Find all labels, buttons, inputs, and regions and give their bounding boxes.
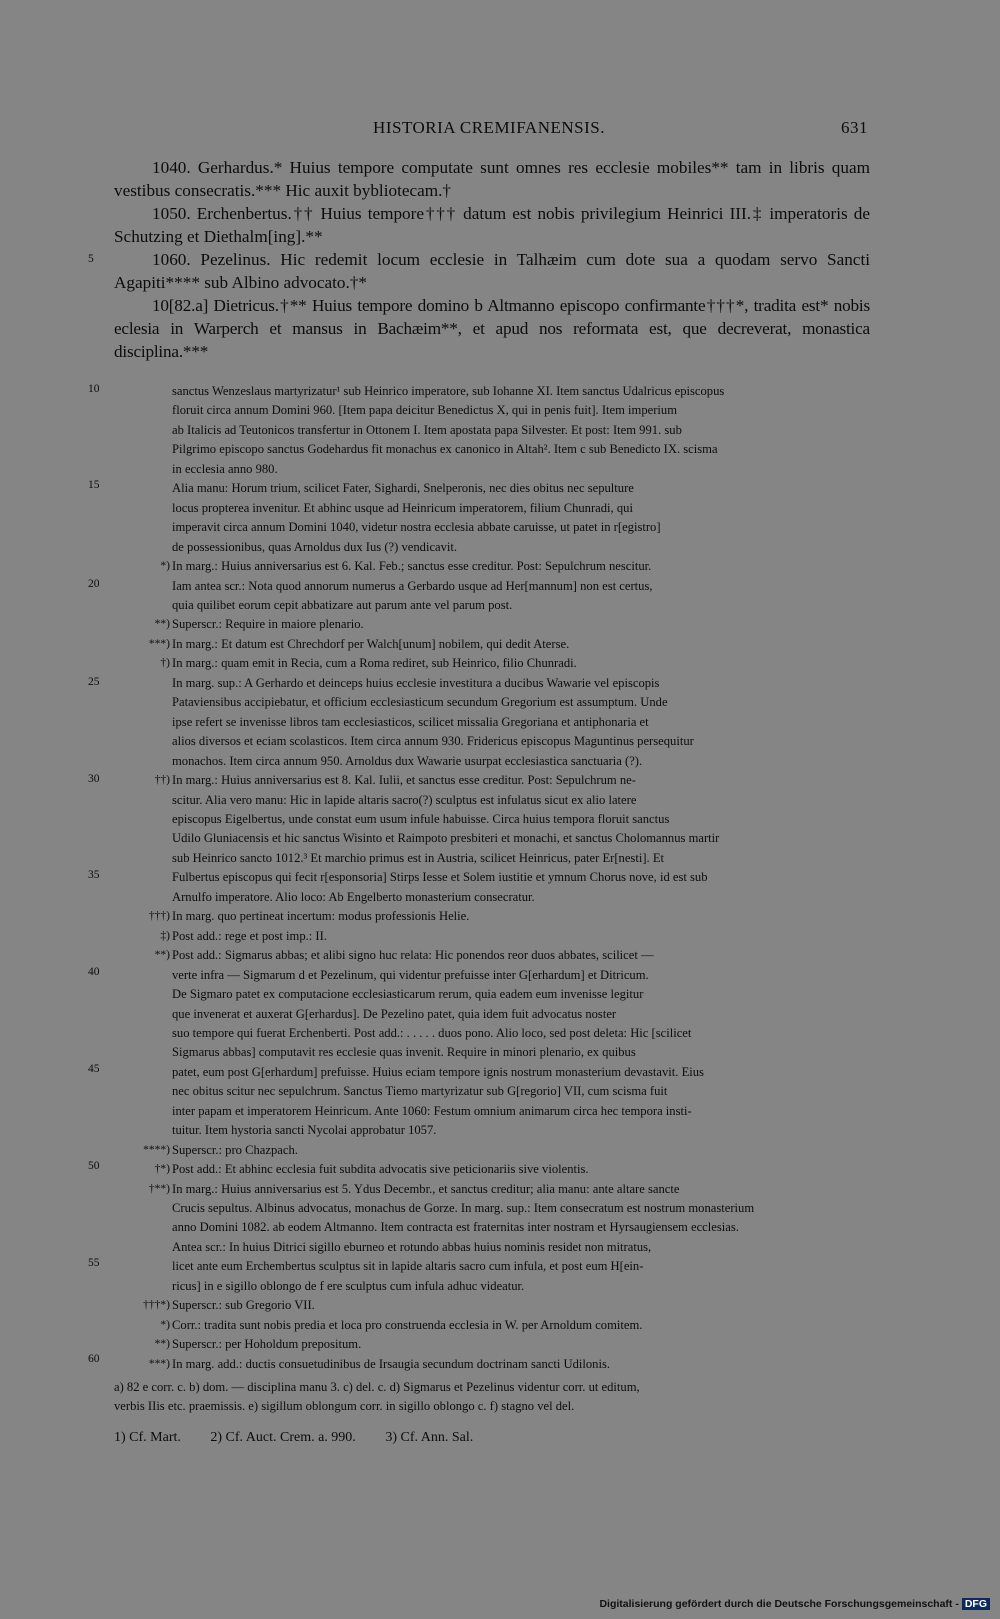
footnote-line: Pataviensibus accipiebatur, et officium ecclesiasticum secundum Gregorium est assumptum. Unde <box>172 695 668 710</box>
footnote-line: que invenerat et auxerat G[erhardus]. De Pezelino patet, quia idem fuit advocatus noster <box>172 1006 617 1021</box>
line-number: 5 <box>88 253 94 265</box>
footnote-line: In marg.: quam emit in Recia, cum a Roma rediret, sub Heinrico, filio Chunradi. <box>172 656 577 671</box>
footnote-line: scitur. Alia vero manu: Hic in lapide altaris sacro(?) sculptus est infulatus sicut ex alio latere <box>172 792 637 807</box>
footnote-line: Superscr.: sub Gregorio VII. <box>172 1298 315 1313</box>
footnote-line: Udilo Gluniacensis et hic sanctus Wisinto et Raimpoto presbiteri et monachi, et sanctus Cholomannus martir <box>172 831 720 846</box>
footnote-line: In marg. add.: ductis consuetudinibus de Irsaugia secundum doctrinam sancti Udilonis. <box>172 1356 611 1371</box>
footnote-line: Sigmarus abbas] computavit res ecclesie quas invenit. Require in minori plenario, ex quibus <box>172 1045 636 1060</box>
footnote-line: licet ante eum Erchembertus sculptus sit in lapide altaris sacro cum infula, et post eum H[ein- <box>172 1259 644 1274</box>
entry-1040: 1040. Gerhardus.* Huius tempore computate sunt omnes res ecclesie mobiles** tam in libris quam vestibus consecratis.*** Hic auxit bybliotecam.† <box>114 158 870 200</box>
line-number: 40 <box>88 966 100 978</box>
footnote <box>140 1160 870 1179</box>
footnote-line: In marg.: Huius anniversarius est 6. Kal. Feb.; sanctus esse creditur. Post: Sepulchrum nescitur. <box>172 559 652 574</box>
footnote-line: Iam antea scr.: Nota quod annorum numerus a Gerbardo usque ad Her[mannum] non est certus, <box>172 578 653 593</box>
line-number: 50 <box>88 1160 100 1172</box>
footnote-line: Pilgrimo episcopo sanctus Godehardus fit monachus ex canonico in Altah². Item c sub Benedicto IX. scisma <box>172 442 718 457</box>
footnote-line: nec obitus scitur nec sepulchrum. Sanctus Tiemo martyrizatur sub G[regorio] VII, cum scisma fuit <box>172 1084 668 1099</box>
footnote-marker: †††) <box>148 910 170 923</box>
reference-3: 3) Cf. Ann. Sal. <box>385 1430 474 1445</box>
footnote-marker: †††*) <box>143 1299 170 1312</box>
footnote-line: quia quilibet eorum cepit abbatizare aut parum ante vel parum post. <box>172 597 513 612</box>
footnote-line: Post add.: rege et post imp.: II. <box>172 928 327 943</box>
apparatus-line: a) 82 e corr. c. b) dom. — disciplina manu 3. c) del. c. d) Sigmarus et Pezelinus videntur corr. ut editum, <box>114 1380 640 1394</box>
main-text <box>114 156 870 363</box>
footnote <box>140 1141 870 1160</box>
footnote-line: Crucis sepultus. Albinus advocatus, monachus de Gorze. In marg. sup.: Item consecratum est nostrum monasterium <box>172 1201 755 1216</box>
footnote-line: sanctus Wenzeslaus martyrizatur¹ sub Heinrico imperatore, sub Iohanne XI. Item sanctus Udalricus episcopus <box>172 384 725 398</box>
funding-text: Digitalisierung gefördert durch die Deutsche Forschungsgemeinschaft - <box>599 1598 959 1610</box>
line-number: 20 <box>88 578 100 590</box>
line-number: 15 <box>88 479 100 491</box>
footnote-line: verte infra — Sigmarum d et Pezelinum, qui videntur prefuisse inter G[erhardum] et Ditricum. <box>172 967 649 982</box>
line-number: 35 <box>88 869 100 881</box>
footnote-line: Antea scr.: In huius Ditrici sigillo eburneo et rotundo abbas huius nominis residet non mitratus, <box>172 1239 652 1254</box>
footnote <box>140 927 870 946</box>
footnote-line: Superscr.: per Hoholdum prepositum. <box>172 1337 362 1352</box>
footnote-line: De Sigmaro patet ex computacione ecclesiasticarum rerum, quia eadem eum invenisse legitur <box>172 987 644 1002</box>
footnote-line: In marg. quo pertineat incertum: modus professionis Helie. <box>172 909 470 924</box>
footnote <box>140 674 870 771</box>
footnote-line: sub Heinrico sancto 1012.³ Et marchio primus est in Austria, scilicet Heinricus, pater Er[nesti]. Et <box>172 850 665 865</box>
entry-1050: 1050. Erchenbertus.†† Huius tempore††† datum est nobis privilegium Heinrici III.‡ imperatoris de Schutzing et Diethalm[ing].** <box>114 204 870 246</box>
footnote <box>140 1335 870 1354</box>
footnote-line: Corr.: tradita sunt nobis predia et loca pro construenda ecclesia in W. per Arnoldum comitem. <box>172 1317 643 1332</box>
footnote <box>140 771 870 907</box>
footnote <box>140 907 870 926</box>
footnote-line: patet, eum post G[erhardum] prefuisse. Huius eciam tempore ignis nostrum monasterium devastavit. Eius <box>172 1064 704 1079</box>
entry-1060: 1060. Pezelinus. Hic redemit locum ecclesie in Talhæim cum dote sua a quodam servo Sancti Agapiti**** sub Albino advocato.†* <box>114 250 870 292</box>
footnote-marker: **) <box>154 1338 170 1351</box>
footnote-line: suo tempore qui fuerat Erchenberti. Post add.: . . . . . duos pono. Alio loco, sed post deleta: Hic [scilicet <box>172 1025 692 1040</box>
page-number: 631 <box>841 118 868 137</box>
footnote-line: Post add.: Sigmarus abbas; et alibi signo huc relata: Hic ponendos reor duos abbates, scilicet — <box>172 948 654 963</box>
footnote-marker: *) <box>160 560 170 573</box>
footnote-line: inter papam et imperatorem Heinricum. Ante 1060: Festum omnium animarum circa hec tempora insti- <box>172 1103 692 1118</box>
footnotes-block <box>140 382 870 1374</box>
footnote <box>140 615 870 634</box>
footnote-line: ipse refert se invenisse libros tam ecclesiasticos, scilicet missalia Gregoriana et antiphonaria et <box>172 714 649 729</box>
footnote-line: In marg.: Huius anniversarius est 5. Ydus Decembr., et sanctus creditur; alia manu: ante altare sancte <box>172 1181 680 1196</box>
reference-1: 1) Cf. Mart. <box>114 1430 181 1445</box>
footnote <box>140 635 870 654</box>
footnote <box>140 479 870 557</box>
footnote-line: episcopus Eigelbertus, unde constat eum usum infule habuisse. Circa huius tempora floruit sanctus <box>172 811 670 826</box>
footnote-marker: ***) <box>148 1357 170 1370</box>
footnote <box>140 557 870 615</box>
funding-footer <box>599 1598 990 1610</box>
footnote <box>140 382 870 479</box>
footnote-marker: ††) <box>154 774 170 787</box>
footnote-line: in ecclesia anno 980. <box>172 461 278 476</box>
footnote <box>140 1355 870 1374</box>
dfg-logo: DFG <box>962 1598 990 1610</box>
footnote-marker: ***) <box>148 637 170 650</box>
footnote-line: Post add.: Et abhinc ecclesia fuit subdita advocatis sive peticionariis sive violentis. <box>172 1162 589 1177</box>
footnote-line: alios diversos et eciam scolasticos. Item circa annum 930. Fridericus episcopus Maguntinus persequitur <box>172 734 694 749</box>
line-number: 30 <box>88 773 100 785</box>
footnote-marker: †) <box>160 657 170 670</box>
footnote <box>140 946 870 1141</box>
footnote-marker: †*) <box>154 1163 170 1176</box>
apparatus-line: verbis IIis etc. praemissis. e) sigillum oblongum corr. in sigillo oblongo c. f) stagno vel del. <box>114 1399 575 1413</box>
footnote-line: In marg.: Huius anniversarius est 8. Kal. Iulii, et sanctus esse creditur. Post: Sepulchrum ne- <box>172 773 636 788</box>
footnote-line: anno Domini 1082. ab eodem Altmanno. Item contracta est fraternitas inter nostram et Hyrsaugiensem ecclesias. <box>172 1220 739 1235</box>
footnote-line: Fulbertus episcopus qui fecit r[esponsoria] Stirps Iesse et Solem iustitie et ymnum Chorus nove, id est sub <box>172 870 708 885</box>
line-number: 55 <box>88 1257 100 1269</box>
source-references <box>114 1430 870 1446</box>
footnote-line: imperavit circa annum Domini 1040, videtur nostra ecclesia abbate caruisse, ut patet in r[egistro] <box>172 520 661 535</box>
footnote-line: Superscr.: pro Chazpach. <box>172 1142 298 1157</box>
footnote <box>140 654 870 673</box>
footnote <box>140 1316 870 1335</box>
running-header <box>110 118 868 140</box>
footnote-marker: ****) <box>143 1143 170 1156</box>
footnote-marker: ‡) <box>160 929 170 942</box>
footnote-line: In marg.: Et datum est Chrechdorf per Walch[unum] nobilem, qui dedit Aterse. <box>172 636 570 651</box>
line-number: 60 <box>88 1353 100 1365</box>
footnote-marker: †**) <box>148 1182 170 1195</box>
footnote-line: ricus] in e sigillo oblongo de f ere sculptus cum infula adhuc videatur. <box>172 1278 525 1293</box>
footnote-line: Alia manu: Horum trium, scilicet Fater, Sighardi, Snelperonis, nec dies obitus nec sepulture <box>172 481 634 496</box>
footnote-line: In marg. sup.: A Gerhardo et deinceps huius ecclesie investitura a ducibus Wawarie vel episcopis <box>172 675 660 690</box>
footnote-marker: **) <box>154 949 170 962</box>
footnote-line: locus propterea invenitur. Et abhinc usque ad Heinricum imperatorem, filium Chunradi, qui <box>172 500 633 515</box>
footnote-marker: **) <box>154 618 170 631</box>
footnote <box>140 1180 870 1297</box>
footnote-line: Arnulfo imperatore. Alio loco: Ab Engelberto monasterium consecratur. <box>172 889 535 904</box>
critical-apparatus <box>114 1378 870 1416</box>
reference-2: 2) Cf. Auct. Crem. a. 990. <box>210 1430 356 1445</box>
footnote-line: de possessionibus, quas Arnoldus dux Ius (?) vendicavit. <box>172 539 458 554</box>
line-number: 10 <box>88 383 100 395</box>
footnote-line: monachos. Item circa annum 950. Arnoldus dux Wawarie usurpat ecclesiastica sanctuaria (?). <box>172 753 643 768</box>
entry-1082: 10[82.a] Dietricus.†** Huius tempore domino b Altmanno episcopo confirmante†††*, tradita est* nobis eclesia in Warperch et mansus in Bachæim**, et apud nos reformata est, que decreverat, monastica disciplina.*** <box>114 296 870 361</box>
footnote-line: tuitur. Item hystoria sancti Nycolai approbatur 1057. <box>172 1123 437 1138</box>
footnote-line: ab Italicis ad Teutonicos transfertur in Ottonem I. Item apostata papa Silvester. Et post: Item 991. sub <box>172 422 682 437</box>
line-number: 25 <box>88 676 100 688</box>
footnote-line: floruit circa annum Domini 960. [Item papa deicitur Benedictus X, qui in penis fuit]. Item imperium <box>172 403 678 418</box>
page-title: HISTORIA CREMIFANENSIS. <box>373 118 605 137</box>
footnote-marker: *) <box>160 1318 170 1331</box>
footnote-line: Superscr.: Require in maiore plenario. <box>172 617 364 632</box>
footnote <box>140 1296 870 1315</box>
line-number: 45 <box>88 1063 100 1075</box>
